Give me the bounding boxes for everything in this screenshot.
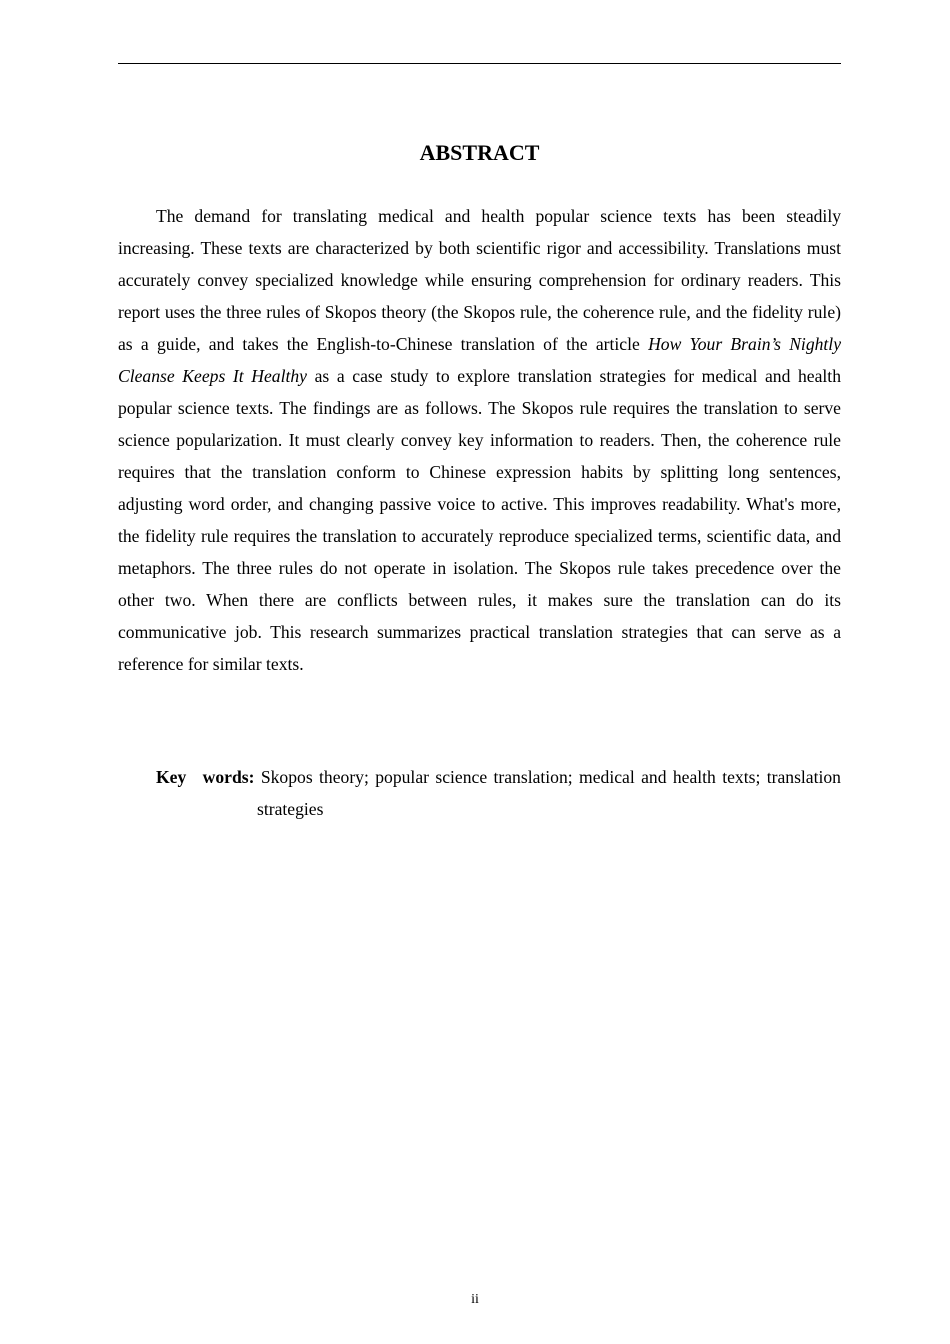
header-rule [118,63,841,64]
abstract-text-part-1: The demand for translating medical and health popular science texts has been steadily increasing. These texts are characterized by both scientific rigor and accessibility. Translations must accurately convey specialized knowledge while ensuring comprehension for ordinary readers. This report uses the three rules of Skopos theory (the Skopos rule, the coherence rule, and the fidelity rule) as a guide, and takes the English-to-Chinese translation of the article [118,206,841,354]
abstract-text-part-2: as a case study to explore translation strategies for medical and health popular science texts. The findings are as follows. The Skopos rule requires the translation to serve science popularization. It must clearly convey key information to readers. Then, the coherence rule requires that the translation conform to Chinese expression habits by splitting long sentences, adjusting word order, and changing passive voice to active. This improves readability. What's more, the fidelity rule requires the translation to accurately reproduce specialized terms, scientific data, and metaphors. The three rules do not operate in isolation. The Skopos rule takes precedence over the other two. When there are conflicts between rules, it makes sure the translation can do its communicative job. This research summarizes practical translation strategies that can serve as a reference for similar texts. [118,366,841,674]
keywords-line [156,761,841,825]
page-number: ii [471,1292,479,1307]
page-title: ABSTRACT [419,140,540,165]
keywords-label: Key words: [156,767,255,787]
keywords-text: Skopos theory; popular science translation; medical and health texts; translation strategies [257,767,841,819]
abstract-paragraph [118,200,841,680]
article-title: How Your Brain’s Nightly Cleanse Keeps It Healthy [118,334,842,386]
